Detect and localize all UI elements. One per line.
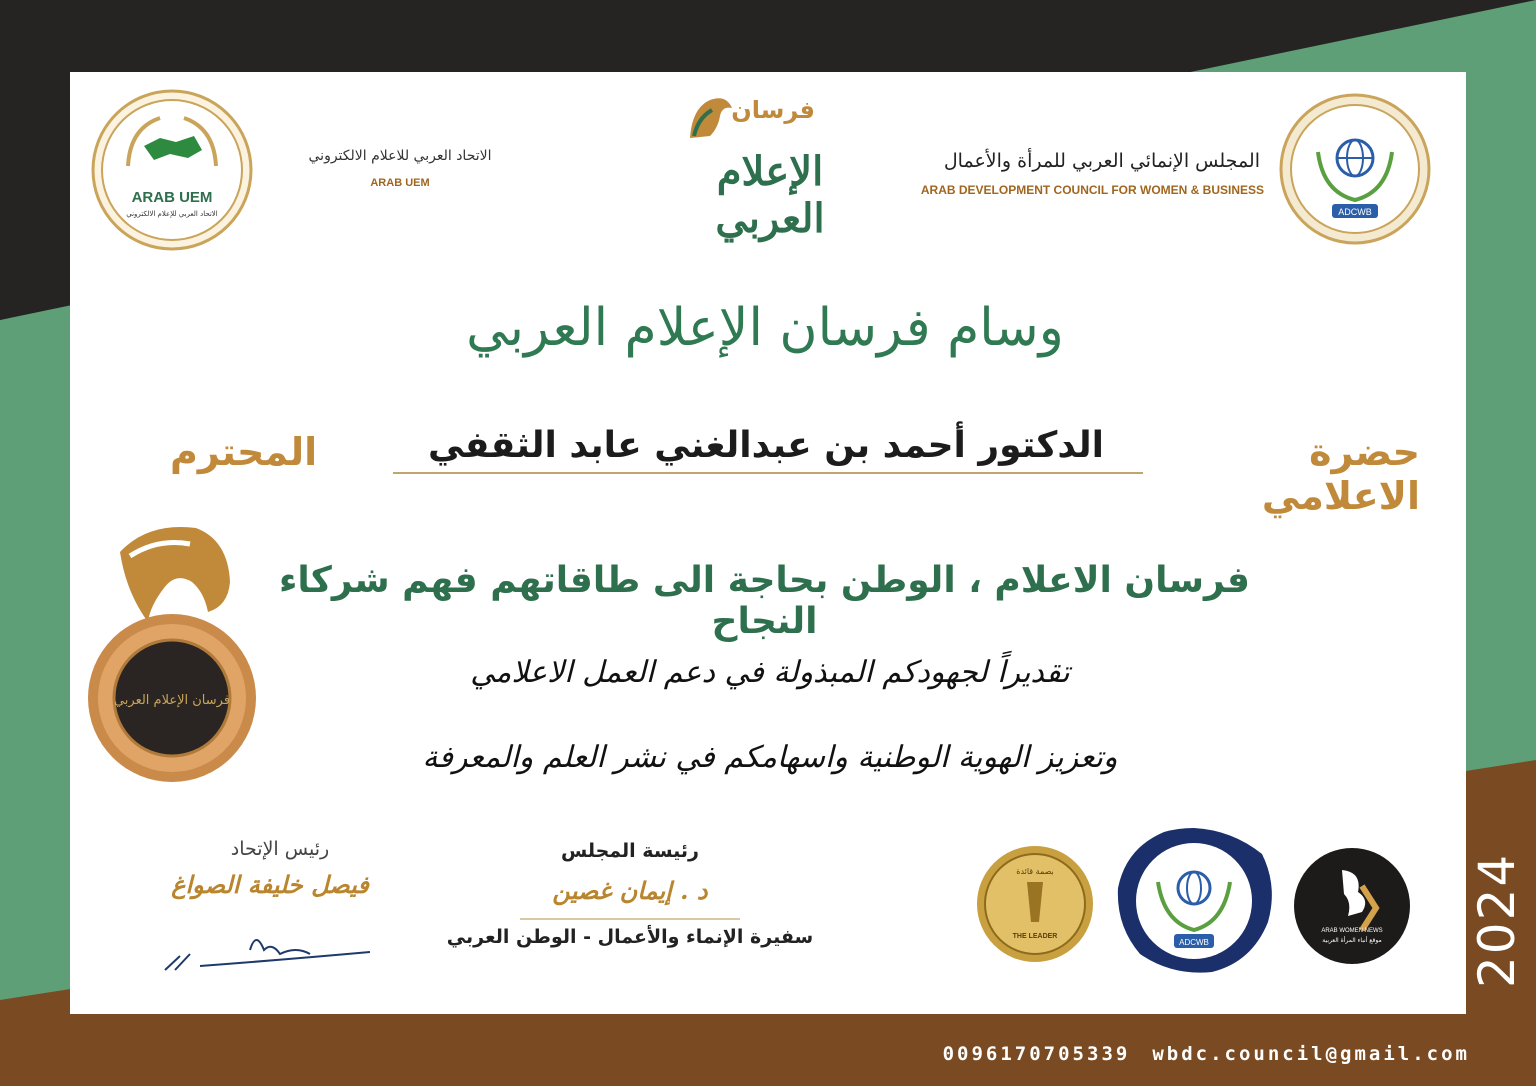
slogan-text: فرسان الاعلام ، الوطن بحاجة الى طاقاتهم فهم شركاء النجاح [278,560,1251,642]
left-signature-name: فيصل خليفة الصواغ [171,870,369,899]
respected-label: المحترم [170,430,318,474]
footer-contact [870,1043,1470,1065]
left-signature-heading: رئيس الإتحاد [230,838,330,860]
news-badge-arabic: موقع أنباء المرأة العربية [1322,937,1382,944]
arab-women-news-badge [1292,846,1412,966]
arab-uem-seal-arabic: الاتحاد العربي للإعلام الالكتروني [126,210,218,218]
adcwb-badge-text: ADCWB [1179,938,1209,947]
center-signature-heading: رئيسة المجلس [561,840,699,862]
center-logo-main: الإعلام العربي [715,148,825,242]
center-logo-top: فرسان [731,96,815,124]
footer-phone: 0096170705339 [942,1043,1131,1065]
appreciation-line-2: وتعزيز الهوية الوطنية واسهامكم في نشر العلم والمعرفة [422,740,1118,775]
certificate-year: 2024 [1468,852,1526,988]
the-leader-badge [975,844,1095,964]
footer-email: wbdc.council@gmail.com [1152,1043,1470,1065]
left-org-english-name: ARAB UEM [370,177,430,189]
honoree-name: الدكتور أحمد بن عبدالغني عابد الثقفي [428,425,1104,466]
adcwb-seal-logo [1278,92,1432,246]
adcwb-badge [1112,826,1276,976]
left-signature-scribble [160,920,380,980]
center-logo [680,88,860,258]
news-badge-text: ARAB WOMEN NEWS [1321,928,1383,934]
right-org-arabic-name: المجلس الإنمائي العربي للمرأة والأعمال [943,150,1260,172]
arab-uem-seal-logo [90,88,254,252]
center-signature-title: سفيرة الإنماء والأعمال - الوطن العربي [446,926,814,948]
appreciation-line-1: تقديراً لجهودكم المبذولة في دعم العمل الاعلامي [470,655,1070,690]
honoree-underline [393,472,1143,474]
arab-uem-seal-text: ARAB UEM [131,189,213,206]
gold-medal-icon [86,612,258,784]
center-signature-line [520,918,740,920]
left-org-arabic-name: الاتحاد العربي للاعلام الالكتروني [308,148,492,164]
leader-badge-arabic: بصمة قائدة [1016,867,1054,876]
right-org-english-name: ARAB DEVELOPMENT COUNCIL FOR WOMEN & BUSINESS [920,183,1264,197]
honorific-label: حضرة الاعلامي [1261,430,1420,518]
medal-text: فرسان الإعلام العربي [113,693,231,708]
leader-badge-text: THE LEADER [1012,933,1058,940]
certificate-title: وسام فرسان الإعلام العربي [466,298,1064,358]
center-signature-name: د . إيمان غصين [552,876,708,905]
adcwb-seal-text: ADCWB [1338,207,1372,217]
gold-horse-icon [108,522,238,622]
